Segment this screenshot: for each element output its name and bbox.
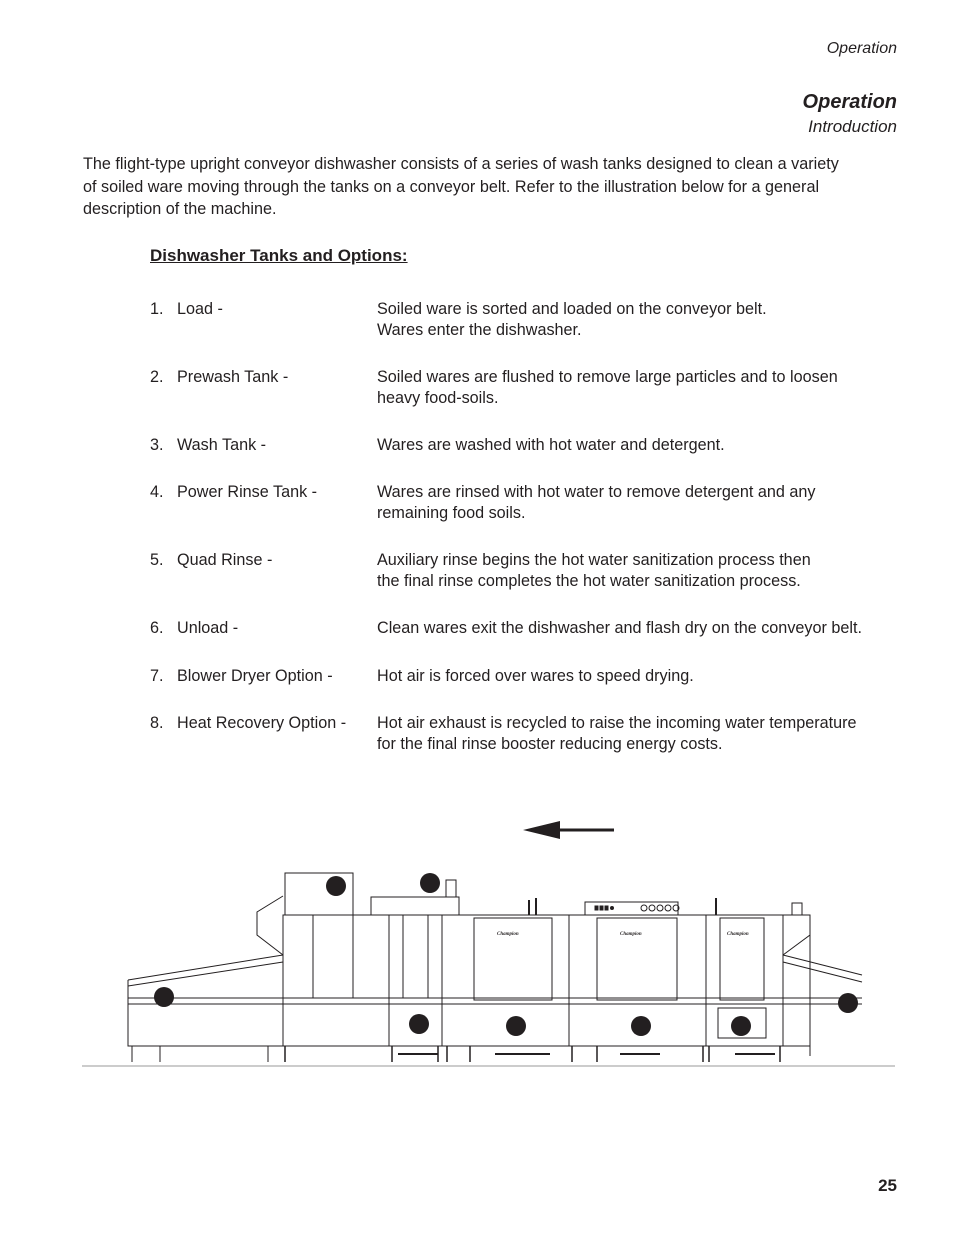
brand-label: Champion [497,932,519,937]
flow-direction-arrow [523,821,614,839]
page-number: 25 [878,1176,897,1195]
callout-marker [731,1016,751,1036]
item-number: 5. [150,551,164,569]
description-line: the final rinse completes the hot water sanitization process. [377,572,801,590]
section-subtitle: Introduction [808,117,897,136]
brand-label: Champion [620,932,642,937]
brand-label: Champion [727,932,749,937]
item-description [377,299,907,341]
running-header: Operation [826,40,897,57]
item-description [377,435,907,456]
item-description [377,550,907,592]
intro-line: The flight-type upright conveyor dishwasher consists of a series of wash tanks designed to clean a variety [83,155,839,173]
control-panel [595,905,679,911]
description-line: Hot air is forced over wares to speed drying. [377,667,694,685]
description-line: Soiled wares are flushed to remove large particles and to loosen [377,368,838,386]
item-number: 8. [150,714,164,732]
callout-marker [506,1016,526,1036]
unload-section [783,915,862,1056]
intro-paragraph [83,153,903,221]
description-line: Wares are rinsed with hot water to remove detergent and any [377,483,816,501]
callout-marker [838,993,858,1013]
callout-marker [631,1016,651,1036]
machine-body [283,880,810,1046]
item-description [377,367,907,409]
list-heading: Dishwasher Tanks and Options: [150,246,408,265]
item-number: 3. [150,436,164,454]
load-section [128,955,283,1062]
dishwasher-diagram [80,818,900,1070]
item-number: 1. [150,300,164,318]
item-description [377,482,907,524]
item-name: Blower Dryer Option - [177,667,333,685]
description-line: Soiled ware is sorted and loaded on the conveyor belt. [377,300,767,318]
callout-markers [154,873,858,1036]
item-name: Load - [177,300,223,318]
item-name: Power Rinse Tank - [177,483,318,501]
item-name: Quad Rinse - [177,551,273,569]
description-line: Hot air exhaust is recycled to raise the incoming water temperature [377,714,857,732]
item-description [377,713,907,755]
item-name: Heat Recovery Option - [177,714,347,732]
item-number: 7. [150,667,164,685]
item-number: 6. [150,619,164,637]
description-line: Wares enter the dishwasher. [377,321,582,339]
brand-labels [497,932,749,937]
section-title: Operation [802,91,897,113]
item-number: 2. [150,368,164,386]
intro-line: description of the machine. [83,200,277,218]
description-line: remaining food soils. [377,504,526,522]
machine-feet [285,1046,780,1062]
intro-line: of soiled ware moving through the tanks on a conveyor belt. Refer to the illustration below for a general [83,177,820,196]
callout-marker [420,873,440,893]
description-line: heavy food-soils. [377,389,499,407]
callout-marker [326,876,346,896]
item-name: Unload - [177,619,239,637]
description-line: for the final rinse booster reducing energy costs. [377,735,723,753]
callout-marker [154,987,174,1007]
description-line: Clean wares exit the dishwasher and flash dry on the conveyor belt. [377,619,862,637]
callout-marker [409,1014,429,1034]
item-description [377,618,907,639]
item-name: Prewash Tank - [177,368,289,386]
description-line: Auxiliary rinse begins the hot water sanitization process then [377,551,811,569]
item-description [377,666,907,687]
description-line: Wares are washed with hot water and detergent. [377,436,725,454]
item-name: Wash Tank - [177,436,267,454]
item-number: 4. [150,483,164,501]
